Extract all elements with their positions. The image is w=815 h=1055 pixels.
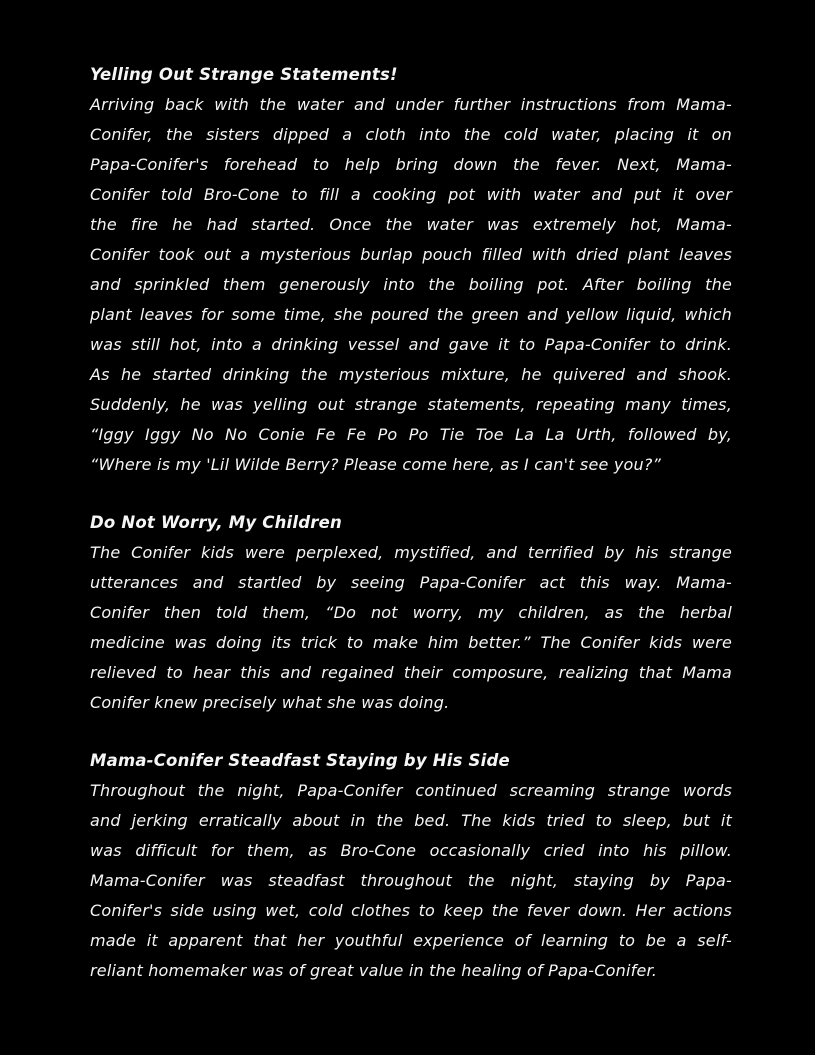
text-line: medicine was doing its trick to make him better.” The Conifer kids were (90, 633, 732, 652)
text-line: and jerking erratically about in the bed. The kids tried to sleep, but it (90, 811, 732, 830)
text-line: was still hot, into a drinking vessel and gave it to Papa-Conifer to drink. (90, 335, 732, 354)
text-line: relieved to hear this and regained their composure, realizing that Mama (90, 663, 732, 682)
text-line: reliant homemaker was of great value in the healing of Papa-Conifer. (90, 961, 658, 980)
text-line: As he started drinking the mysterious mixture, he quivered and shook. (90, 365, 732, 384)
story-section (90, 508, 732, 718)
text-line: was difficult for them, as Bro-Cone occasionally cried into his pillow. (90, 841, 732, 860)
text-line: plant leaves for some time, she poured the green and yellow liquid, which (90, 305, 732, 324)
text-line: Arriving back with the water and under further instructions from Mama- (90, 95, 732, 114)
text-line: and sprinkled them generously into the boiling pot. After boiling the (90, 275, 732, 294)
text-line: Conifer, the sisters dipped a cloth into the cold water, placing it on (90, 125, 732, 144)
story-section (90, 60, 732, 480)
section-heading: Yelling Out Strange Statements! (90, 65, 398, 84)
section-heading: Mama-Conifer Steadfast Staying by His Side (90, 751, 510, 770)
text-line: Conifer's side using wet, cold clothes to keep the fever down. Her actions (90, 901, 732, 920)
text-line: Conifer took out a mysterious burlap pouch filled with dried plant leaves (90, 245, 732, 264)
section-heading: Do Not Worry, My Children (90, 513, 342, 532)
text-line: made it apparent that her youthful experience of learning to be a self- (90, 931, 732, 950)
text-line: “Iggy Iggy No No Conie Fe Fe Po Po Tie Toe La La Urth, followed by, (90, 425, 732, 444)
text-line: utterances and startled by seeing Papa-Conifer act this way. Mama- (90, 573, 732, 592)
text-line: Suddenly, he was yelling out strange statements, repeating many times, (90, 395, 732, 414)
text-line: the fire he had started. Once the water was extremely hot, Mama- (90, 215, 732, 234)
text-line: Conifer knew precisely what she was doing. (90, 693, 450, 712)
text-line: Papa-Conifer's forehead to help bring down the fever. Next, Mama- (90, 155, 732, 174)
story-section (90, 746, 732, 986)
text-line: Conifer told Bro-Cone to fill a cooking pot with water and put it over (90, 185, 732, 204)
text-line: Mama-Conifer was steadfast throughout the night, staying by Papa- (90, 871, 732, 890)
text-line: The Conifer kids were perplexed, mystified, and terrified by his strange (90, 543, 732, 562)
text-line: “Where is my 'Lil Wilde Berry? Please come here, as I can't see you?” (90, 455, 662, 474)
text-line: Throughout the night, Papa-Conifer continued screaming strange words (90, 781, 732, 800)
story-content (90, 60, 732, 986)
text-line: Conifer then told them, “Do not worry, my children, as the herbal (90, 603, 732, 622)
